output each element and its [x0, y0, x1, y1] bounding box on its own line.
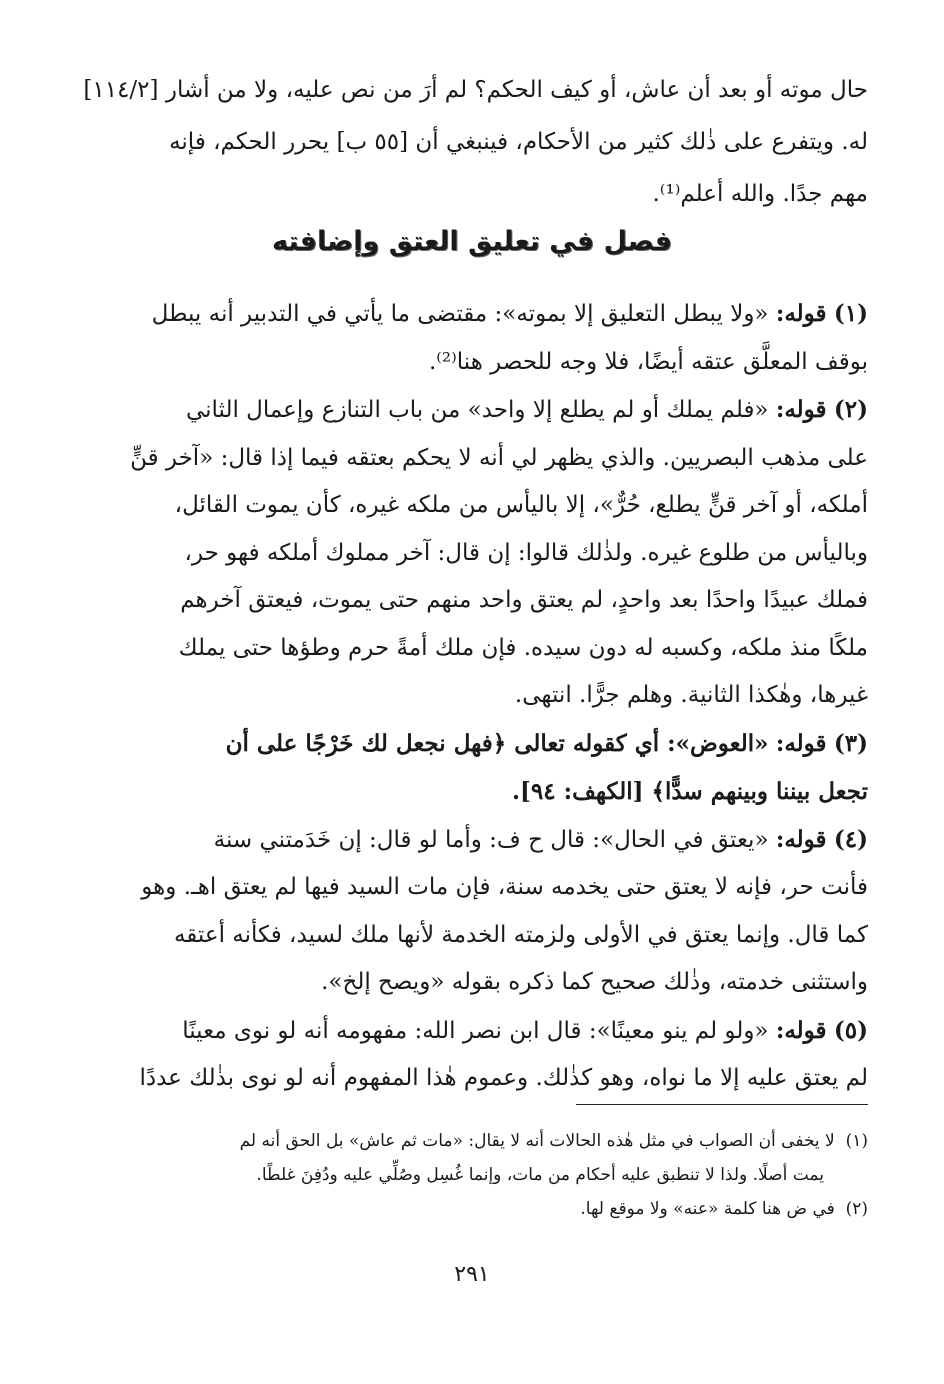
footnote-line	[96, 1192, 868, 1226]
paragraph-label: قوله:	[775, 729, 827, 757]
paragraph-3	[96, 720, 868, 816]
text-line: كما قال. وإنما يعتق في الأولى ولزمته الخدمة لأنها ملك لسيد، فكأنه أعتقه	[173, 921, 868, 948]
text-line: لم يعتق عليه إلا ما نواه، وهو كذٰلك. وعموم هٰذا المفهوم أنه لو نوى بذٰلك عددًا	[139, 1065, 868, 1091]
paragraph-2	[96, 386, 868, 720]
footnote-1	[96, 1124, 868, 1192]
footnotes	[96, 1124, 868, 1226]
paragraph-5	[96, 1007, 868, 1103]
text-segment: «العوض»: أي كقوله تعالى ﴿فهل نجعل لك خَرْجًا على أن	[225, 729, 769, 757]
paragraph-4	[96, 816, 868, 1007]
footnote-2	[96, 1192, 868, 1226]
paragraph-number: (١)	[833, 300, 868, 327]
paragraph-number: (٥)	[833, 1016, 868, 1044]
paragraph-label: قوله:	[775, 396, 827, 423]
text-line: فملك عبيدًا واحدًا بعد واحدٍ، لم يعتق واحد منهم حتى يموت، فيعتق آخرهم	[180, 587, 868, 613]
text-line: له. ويتفرع على ذٰلك كثير من الأحكام، فينبغي أن [٥٥ ب] يحرر الحكم، فإنه	[169, 129, 868, 155]
top-paragraph	[32, 64, 868, 220]
paragraph-label: قوله:	[775, 1016, 827, 1044]
paragraph-label: قوله:	[775, 825, 827, 853]
paragraph-1	[96, 290, 868, 386]
paragraph-number: (٣)	[833, 729, 868, 757]
footnote-line: يمت أصلًا. ولذا لا تنطبق عليه أحكام من مات، وإنما غُسِل وصُلِّي عليه ودُفِنَ غلطًا.	[256, 1165, 824, 1185]
paragraph-label: قوله:	[775, 300, 827, 327]
section-heading: فصل في تعليق العتق وإضافته	[271, 226, 673, 257]
paragraph-number: (٤)	[833, 825, 868, 853]
text-line: وباليأس من طلوع غيره. ولذٰلك قالوا: إن قال: آخر مملوك أملكه فهو حر،	[184, 539, 868, 566]
text-line: ملكًا منذ ملكه، وكسبه له دون سيده. فإن ملك أمةً حرم وطؤها حتى يملك	[178, 634, 868, 661]
text-line: مهم جدًا. والله أعلم⁽¹⁾.	[652, 181, 868, 207]
commentary-body	[96, 290, 868, 1103]
text-line	[96, 720, 868, 769]
text-segment: «ولا يبطل التعليق إلا بموته»: مقتضى ما يأتي في التدبير أنه يبطل	[151, 301, 769, 327]
text-line: أملكه، أو آخر قنٍّ يطلع، حُرٌّ»، إلا باليأس من ملكه غيره، كأن يموت القائل،	[174, 492, 868, 518]
footnote-number: (٢)	[845, 1199, 868, 1219]
text-segment: «يعتق في الحال»: قال ح ف: وأما لو قال: إن خَدَمتني سنة	[213, 826, 769, 853]
text-line	[96, 290, 868, 339]
footnote-line	[96, 1124, 868, 1158]
text-line	[96, 1007, 868, 1056]
text-line: بوقف المعلَّق عتقه أيضًا، فلا وجه للحصر هنا⁽²⁾.	[428, 348, 868, 375]
footnote-text: في ض هنا كلمة «عنه» ولا موقع لها.	[580, 1199, 835, 1219]
text-line: غيرها، وهٰكذا الثانية. وهلم جرًّا. انتهى.	[514, 682, 868, 708]
text-line: فأنت حر، فإنه لا يعتق حتى يخدمه سنة، فإن مات السيد فيها لم يعتق اهـ. وهو	[141, 874, 868, 900]
footnote-number: (١)	[845, 1131, 868, 1151]
text-line: على مذهب البصريين. والذي يظهر لي أنه لا يحكم بعتقه فيما إذا قال: «آخر قنٍّ	[130, 444, 868, 471]
footnote-text: لا يخفى أن الصواب في مثل هٰذه الحالات أنه لا يقال: «مات ثم عاش» بل الحق أنه لم	[239, 1131, 835, 1151]
text-segment: «ولو لم ينو معينًا»: قال ابن نصر الله: مفهومه أنه لو نوى معينًا	[182, 1017, 769, 1044]
text-line	[96, 816, 868, 865]
footnote-divider	[576, 1104, 868, 1105]
text-segment: «فلم يملك أو لم يطلع إلا واحد» من باب التنازع وإعمال الثاني	[185, 397, 769, 423]
text-line: واستثنى خدمته، وذٰلك صحيح كما ذكره بقوله «ويصح إلخ».	[321, 969, 868, 995]
paragraph-number: (٢)	[833, 396, 868, 423]
text-line: حال موته أو بعد أن عاش، أو كيف الحكم؟ لم أرَ من نص عليه، ولا من أشار [١١٤/٢]	[83, 77, 868, 103]
page-number: ٢٩١	[454, 1262, 490, 1287]
text-line	[96, 386, 868, 435]
text-line: تجعل بيننا وبينهم سدًّا﴾ [الكهف: ٩٤].	[511, 778, 868, 805]
